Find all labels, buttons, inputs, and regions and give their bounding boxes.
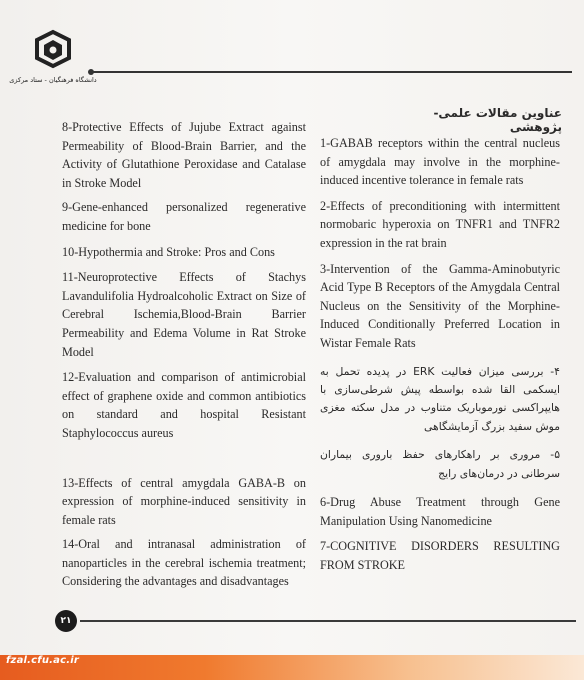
article-title-13: 13-Effects of central amygdala GABA-B on expression of morphine-induced sensitivity in female rats — [62, 475, 306, 527]
header-rule — [92, 71, 572, 73]
article-title-12: 12-Evaluation and comparison of antimicrobial effect of graphene oxide and common antibiotics on standard and hospital Resistant Staphylococcus aureus — [62, 370, 306, 440]
section-title: عناوین مقالات علمی- پژوهشی — [433, 106, 562, 134]
site-watermark: fzal.cfu.ac.ir — [6, 655, 79, 666]
footer-rule — [80, 620, 576, 622]
article-title-4: ۴- بررسی میزان فعالیت ERK در پدیده تحمل به ایسکمی القا شده بواسطه پیش شرطی‌سازی با هایپراکسی نورموباریک متناوب در مدل سکته مغزی موش سفید بزرگ آزمایشگاهی — [320, 364, 560, 433]
article-title-6: 6-Drug Abuse Treatment through Gene Manipulation Using Nanomedicine — [320, 494, 560, 528]
left-column — [62, 118, 306, 591]
page-number-badge: ۲۱ — [55, 610, 77, 632]
article-title-10: 10-Hypothermia and Stroke: Pros and Cons — [62, 244, 275, 259]
article-title-5: ۵- مروری بر راهکارهای حفظ باروری بیماران سرطانی در درمان‌های رایج — [320, 448, 560, 480]
article-title-8: 8-Protective Effects of Jujube Extract against Permeability of Blood-Brain Barrier, and the Activity of Glutathione Peroxidase and Catalase in Stroke Model — [62, 120, 306, 190]
article-title-9: 9-Gene-enhanced personalized regenerative medicine for bone — [62, 200, 306, 233]
article-title-11: 11-Neuroprotective Effects of Stachys Lavandulifolia Hydroalcoholic Extract on Size of Cerebral Ischemia,Blood-Brain Barrier Permeability and Edema Volume in Rat Stroke Model — [62, 270, 306, 359]
university-emblem-icon — [9, 28, 97, 86]
logo-caption: دانشگاه فرهنگیان - ستاد مرکزی — [9, 76, 97, 84]
article-title-3: 3-Intervention of the Gamma-Aminobutyric Acid Type B Receptors of the Amygdala Central Nucleus on the Sensitivity of the Morphine-Induced Conditionally Preferred Location in Wistar Female Rats — [320, 261, 560, 350]
article-title-14: 14-Oral and intranasal administration of nanoparticles in the cerebral ischemia treatment; Considering the advantages and disadvantages — [62, 537, 306, 589]
article-title-2: 2-Effects of preconditioning with intermittent normobaric hyperoxia on TNFR1 and TNFR2 expression in the rat brain — [320, 198, 560, 250]
article-title-7: 7-COGNITIVE DISORDERS RESULTING FROM STROKE — [320, 539, 560, 572]
right-column — [320, 134, 560, 574]
article-title-1: 1-GABAB receptors within the central nucleus of amygdala may involve in the morphine-induced incentive tolerance in female rats — [320, 136, 560, 188]
footer-bar — [0, 655, 584, 680]
